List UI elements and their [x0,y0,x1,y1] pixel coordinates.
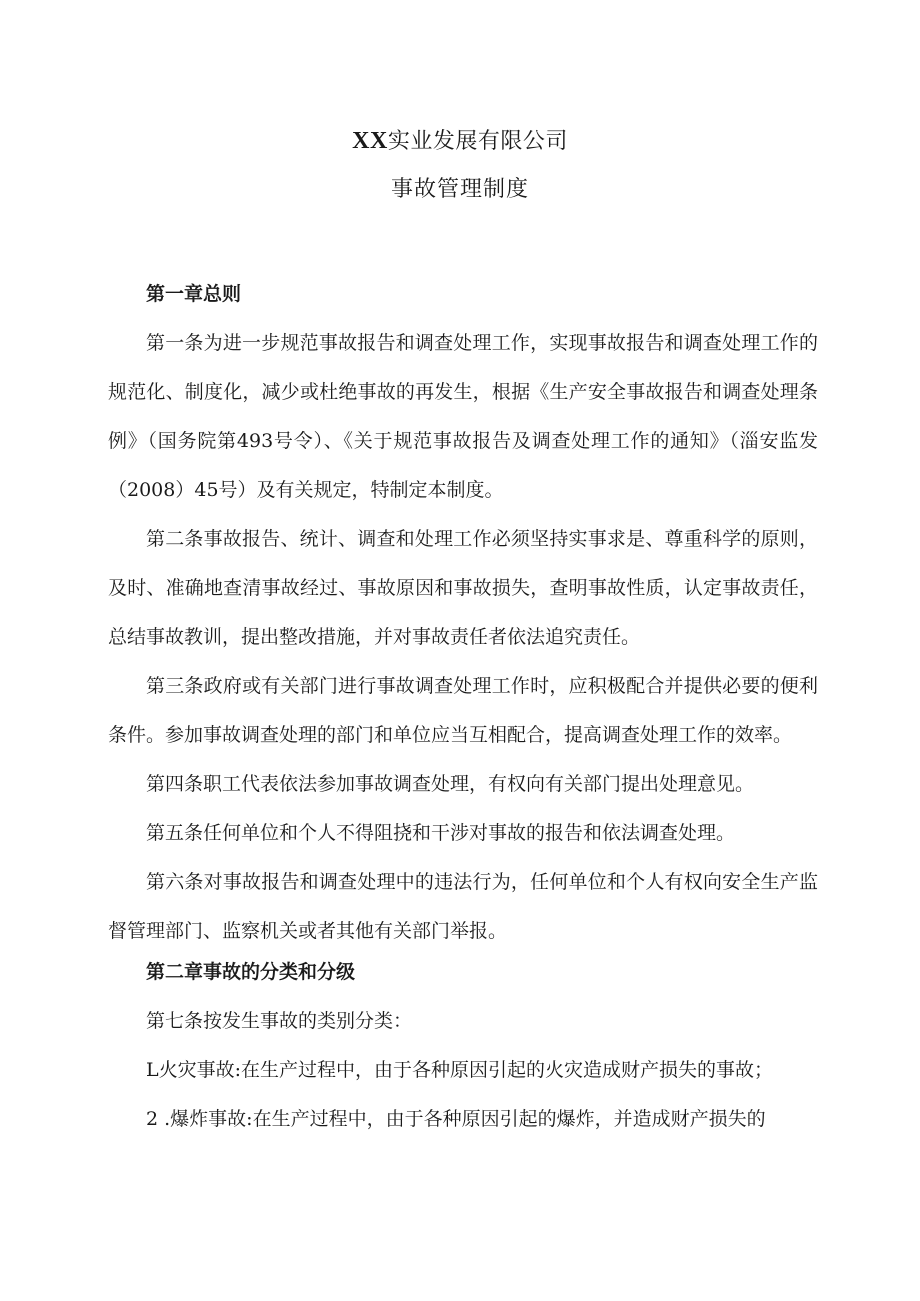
article-3: 第三条政府或有关部门进行事故调查处理工作时，应积极配合并提供必要的便利条件。参加事故调查处理的部门和单位应当互相配合，提高调查处理工作的效率。 [108,675,818,746]
article-4: 第四条职工代表依法参加事故调查处理，有权向有关部门提出处理意见。 [146,773,755,795]
company-prefix: XX [352,128,388,154]
document-title: 事故管理制度 [390,177,529,202]
list-item-1: L火灾事故:在生产过程中，由于各种原因引起的火灾造成财产损失的事故； [146,1059,774,1081]
chapter-1-title: 第一章总则 [146,283,242,305]
company-title [0,124,920,155]
document-body [108,270,818,1144]
article-1: 第一条为进一步规范事故报告和调查处理工作，实现事故报告和调查处理工作的规范化、制度化，减少或杜绝事故的再发生，根据《生产安全事故报告和调查处理条例》（国务院第493号令）、《关于规范事故报告及调查处理工作的通知》（淄安监发（2008）45号）及有关规定，特制定本制度。 [108,332,818,501]
company-name: 实业发展有限公司 [387,129,568,154]
article-2: 第二条事故报告、统计、调查和处理工作必须坚持实事求是、尊重科学的原则，及时、准确地查清事故经过、事故原因和事故损失，查明事故性质，认定事故责任，总结事故教训，提出整改措施，并对事故责任者依法追究责任。 [108,528,818,648]
list-item-2: 2 .爆炸事故:在生产过程中，由于各种原因引起的爆炸，并造成财产损失的 [146,1108,766,1130]
article-5: 第五条任何单位和个人不得阻挠和干涉对事故的报告和依法调查处理。 [146,822,736,844]
article-7: 第七条按发生事故的类别分类： [146,1010,413,1032]
chapter-2-title: 第二章事故的分类和分级 [146,961,356,983]
article-6: 第六条对事故报告和调查处理中的违法行为，任何单位和个人有权向安全生产监督管理部门、监察机关或者其他有关部门举报。 [108,871,818,942]
